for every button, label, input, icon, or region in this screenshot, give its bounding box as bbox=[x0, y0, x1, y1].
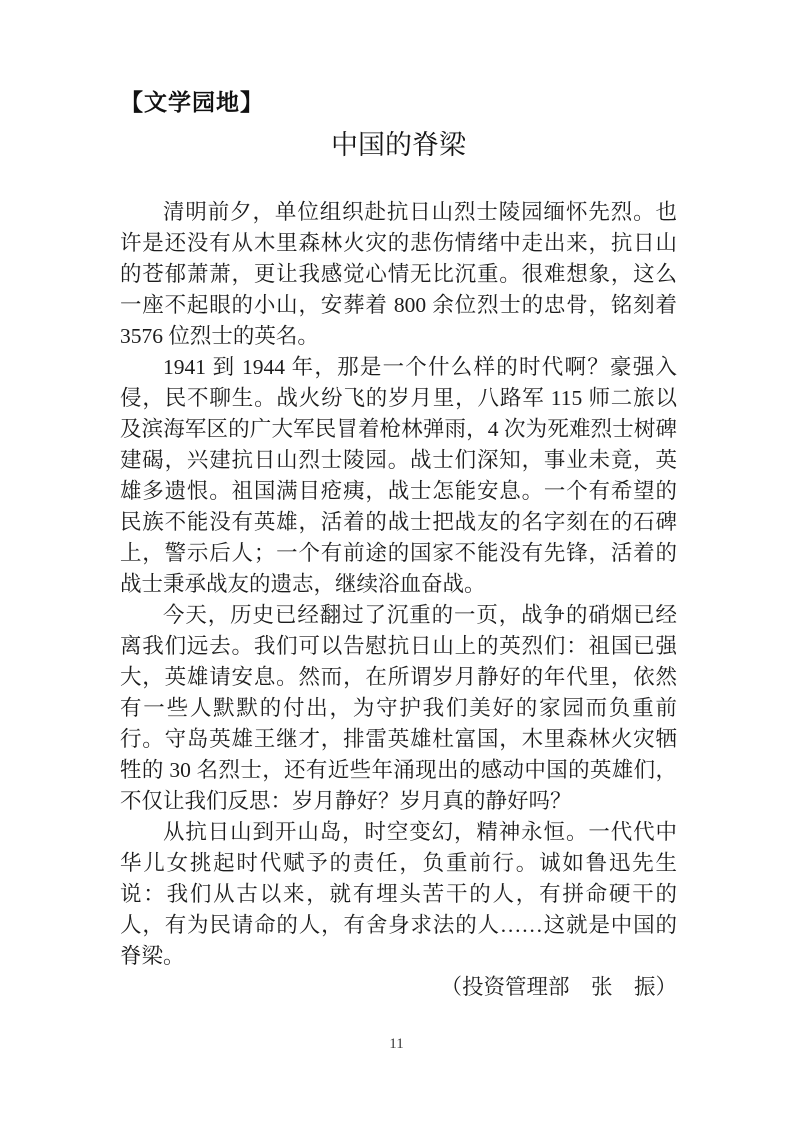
article-title: 中国的脊梁 bbox=[331, 130, 466, 160]
article-body bbox=[120, 197, 677, 1003]
paragraph: 从抗日山到开山岛，时空变幻，精神永恒。一代代中华儿女挑起时代赋予的责任，负重前行。诚如鲁迅先生说：我们从古以来，就有埋头苦干的人，有拼命硬干的人，有为民请命的人，有舍身求法的人……这就是中国的脊梁。 bbox=[120, 820, 677, 968]
paragraph: 1941 到 1944 年，那是一个什么样的时代啊？豪强入侵，民不聊生。战火纷飞的岁月里，八路军 115 师二旅以及滨海军区的广大军民冒着枪林弹雨，4 次为死难烈士树碑建碣，兴建抗日山烈士陵园。战士们深知，事业未竟，英雄多遗恨。祖国满目疮痍，战士怎能安息。一个有希望的民族不能没有英雄，活着的战士把战友的名字刻在的石碑上，警示后人；一个有前途的国家不能没有先锋，活着的战士秉承战友的遗志，继续浴血奋战。 bbox=[120, 355, 677, 596]
page-content bbox=[120, 0, 677, 1003]
page-number: 11 bbox=[389, 1036, 404, 1052]
paragraph: 今天，历史已经翻过了沉重的一页，战争的硝烟已经离我们远去。我们可以告慰抗日山上的英烈们：祖国已强大，英雄请安息。然而，在所谓岁月静好的年代里，依然有一些人默默的付出，为守护我们美好的家园而负重前行。守岛英雄王继才，排雷英雄杜富国，木里森林火灾牺牲的 30 名烈士，还有近些年涌现出的感动中国的英雄们，不仅让我们反思：岁月静好？岁月真的静好吗？ bbox=[120, 603, 677, 813]
author-signature: （投资管理部 张 振） bbox=[440, 975, 677, 999]
section-header: 【文学园地】 bbox=[120, 90, 264, 115]
paragraph: 清明前夕，单位组织赴抗日山烈士陵园缅怀先烈。也许是还没有从木里森林火灾的悲伤情绪中走出来，抗日山的苍郁萧萧，更让我感觉心情无比沉重。很难想象，这么一座不起眼的小山，安葬着 800 余位烈士的忠骨，铭刻着 3576 位烈士的英名。 bbox=[120, 200, 677, 348]
